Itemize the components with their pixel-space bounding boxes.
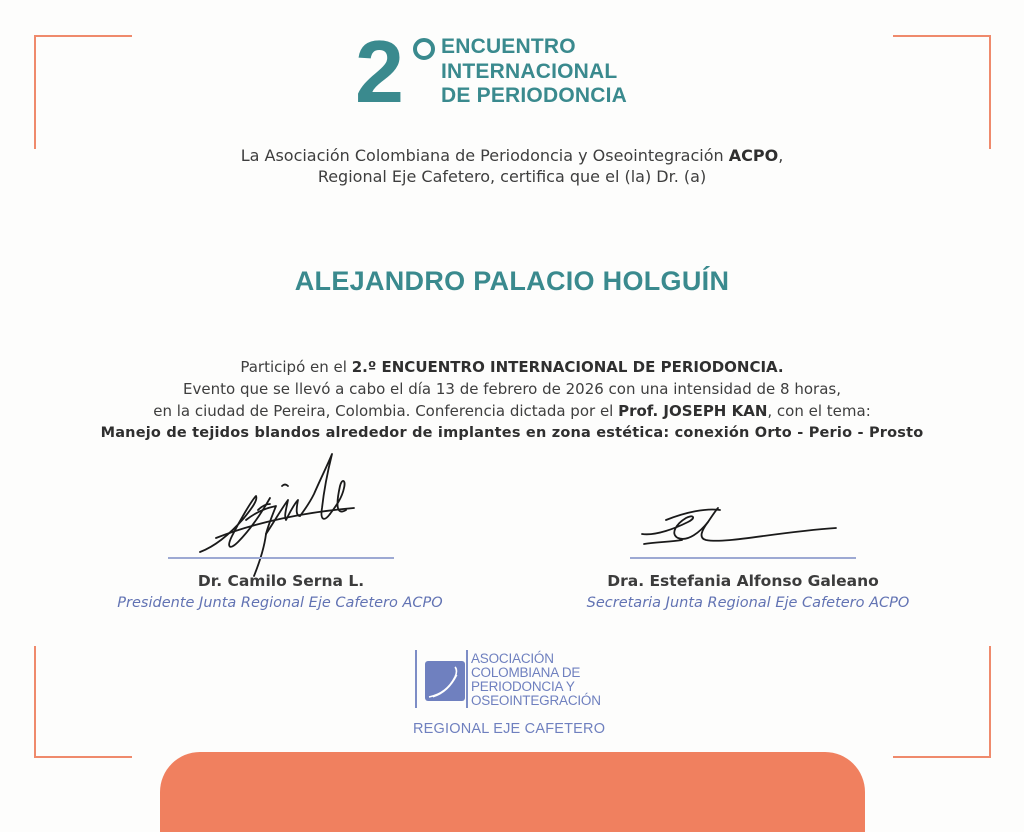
- signature-secretary: [636, 500, 846, 550]
- event-logo: [355, 22, 675, 121]
- signature-line-president: [168, 557, 394, 559]
- event-title-line: INTERNACIONAL: [441, 59, 618, 83]
- signatory-name: Dra. Estefania Alfonso Galeano: [607, 572, 879, 590]
- acpo-regional: REGIONAL EJE CAFETERO: [413, 721, 606, 737]
- signature-line-secretary: [630, 557, 856, 559]
- body-line3-text: en la ciudad de Pereira, Colombia. Conferencia dictada por el: [153, 402, 619, 420]
- acpo-wordmark-line: ASOCIACIÓN: [471, 651, 554, 666]
- body-topic: Manejo de tejidos blandos alrededor de implantes en zona estética: conexión Orto - Perio - Prosto: [100, 425, 924, 441]
- acpo-logo: [413, 650, 623, 740]
- event-title-line: DE PERIODONCIA: [441, 84, 627, 107]
- event-title: [441, 35, 627, 109]
- acpo-wordmark-line: OSEOINTEGRACIÓN: [471, 693, 601, 708]
- ordinal-degree-icon: [413, 38, 435, 60]
- certify-statement: [0, 145, 1024, 187]
- frame-corner-top-right: [893, 35, 991, 149]
- certify-line1-punct: ,: [778, 146, 784, 165]
- body-event-name: 2.º ENCUENTRO INTERNACIONAL DE PERIODONCIA.: [351, 358, 784, 376]
- certify-line1-text: La Asociación Colombiana de Periodoncia y Oseointegración: [240, 146, 729, 165]
- certify-acronym: ACPO: [728, 146, 779, 165]
- event-title-line: ENCUENTRO: [441, 35, 576, 58]
- acpo-emblem: [415, 650, 465, 708]
- certificate-body: [0, 356, 1024, 444]
- tooth-implant-icon: [425, 661, 465, 701]
- signature-president: [196, 450, 361, 580]
- signatory-role: Presidente Junta Regional Eje Cafetero ACPO: [117, 595, 443, 611]
- frame-corner-bottom-left: [34, 646, 132, 758]
- certify-line2: Regional Eje Cafetero, certifica que el (la) Dr. (a): [317, 167, 707, 186]
- event-number: 2: [355, 22, 401, 121]
- acpo-wordmark-line: COLOMBIANA DE: [471, 665, 581, 680]
- body-line3-tail: , con el tema:: [767, 402, 871, 420]
- recipient-name: ALEJANDRO PALACIO HOLGUÍN: [294, 266, 730, 296]
- frame-corner-top-left: [34, 35, 132, 149]
- body-speaker: Prof. JOSEPH KAN: [618, 402, 768, 420]
- acpo-divider: [466, 650, 468, 708]
- acpo-wordmark-line: PERIODONCIA Y: [471, 679, 575, 694]
- acpo-wordmark: [471, 652, 601, 708]
- frame-corner-bottom-right: [893, 646, 991, 758]
- signatory-name: Dr. Camilo Serna L.: [197, 572, 365, 590]
- body-line1-text: Participó en el: [240, 358, 352, 376]
- signatory-role: Secretaria Junta Regional Eje Cafetero ACPO: [586, 595, 910, 611]
- bottom-decorative-bar: [160, 752, 865, 832]
- body-line2: Evento que se llevó a cabo el día 13 de febrero de 2026 con una intensidad de 8 horas,: [183, 380, 841, 398]
